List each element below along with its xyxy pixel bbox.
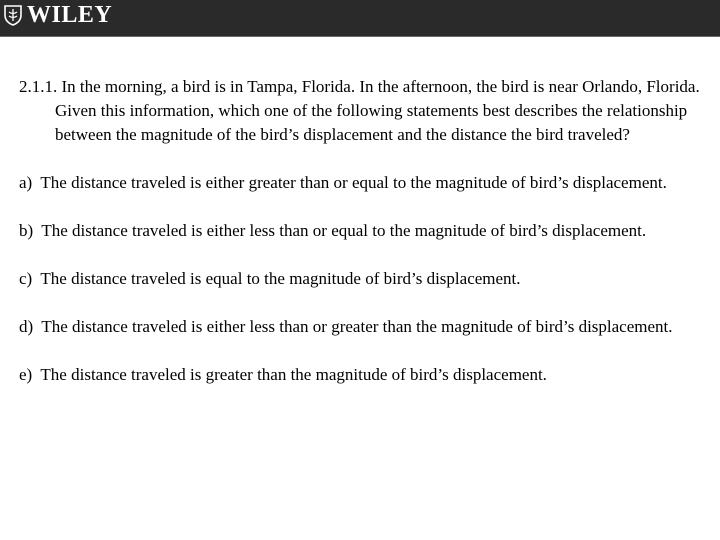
option-letter: b) <box>19 221 34 240</box>
option-text: The distance traveled is either greater than or equal to the magnitude of bird’s displacement. <box>40 173 667 192</box>
question-text: In the morning, a bird is in Tampa, Florida. In the afternoon, the bird is near Orlando, Florida. Given this information, which one of the following statements best describes the relationship between the magnitude of the bird’s displacement and the distance the bird traveled? <box>55 77 700 144</box>
slide-content <box>19 75 709 387</box>
question-number: 2.1.1. <box>19 77 58 96</box>
option-letter: c) <box>19 269 33 288</box>
option-b <box>19 219 709 243</box>
option-text: The distance traveled is either less than or equal to the magnitude of bird’s displacement. <box>41 221 647 240</box>
option-c <box>19 267 709 291</box>
option-d <box>19 315 709 339</box>
option-letter: d) <box>19 317 34 336</box>
option-letter: a) <box>19 173 33 192</box>
option-a <box>19 171 709 195</box>
option-letter: e) <box>19 365 33 384</box>
option-text: The distance traveled is either less than or greater than the magnitude of bird’s displacement. <box>41 317 673 336</box>
header-bar <box>0 0 720 37</box>
wiley-logo <box>3 2 112 28</box>
logo-wordmark: WILEY <box>27 2 113 28</box>
option-text: The distance traveled is equal to the magnitude of bird’s displacement. <box>40 269 521 288</box>
wiley-emblem-icon <box>3 4 23 26</box>
option-e <box>19 363 709 387</box>
question <box>19 75 709 147</box>
option-text: The distance traveled is greater than the magnitude of bird’s displacement. <box>40 365 547 384</box>
